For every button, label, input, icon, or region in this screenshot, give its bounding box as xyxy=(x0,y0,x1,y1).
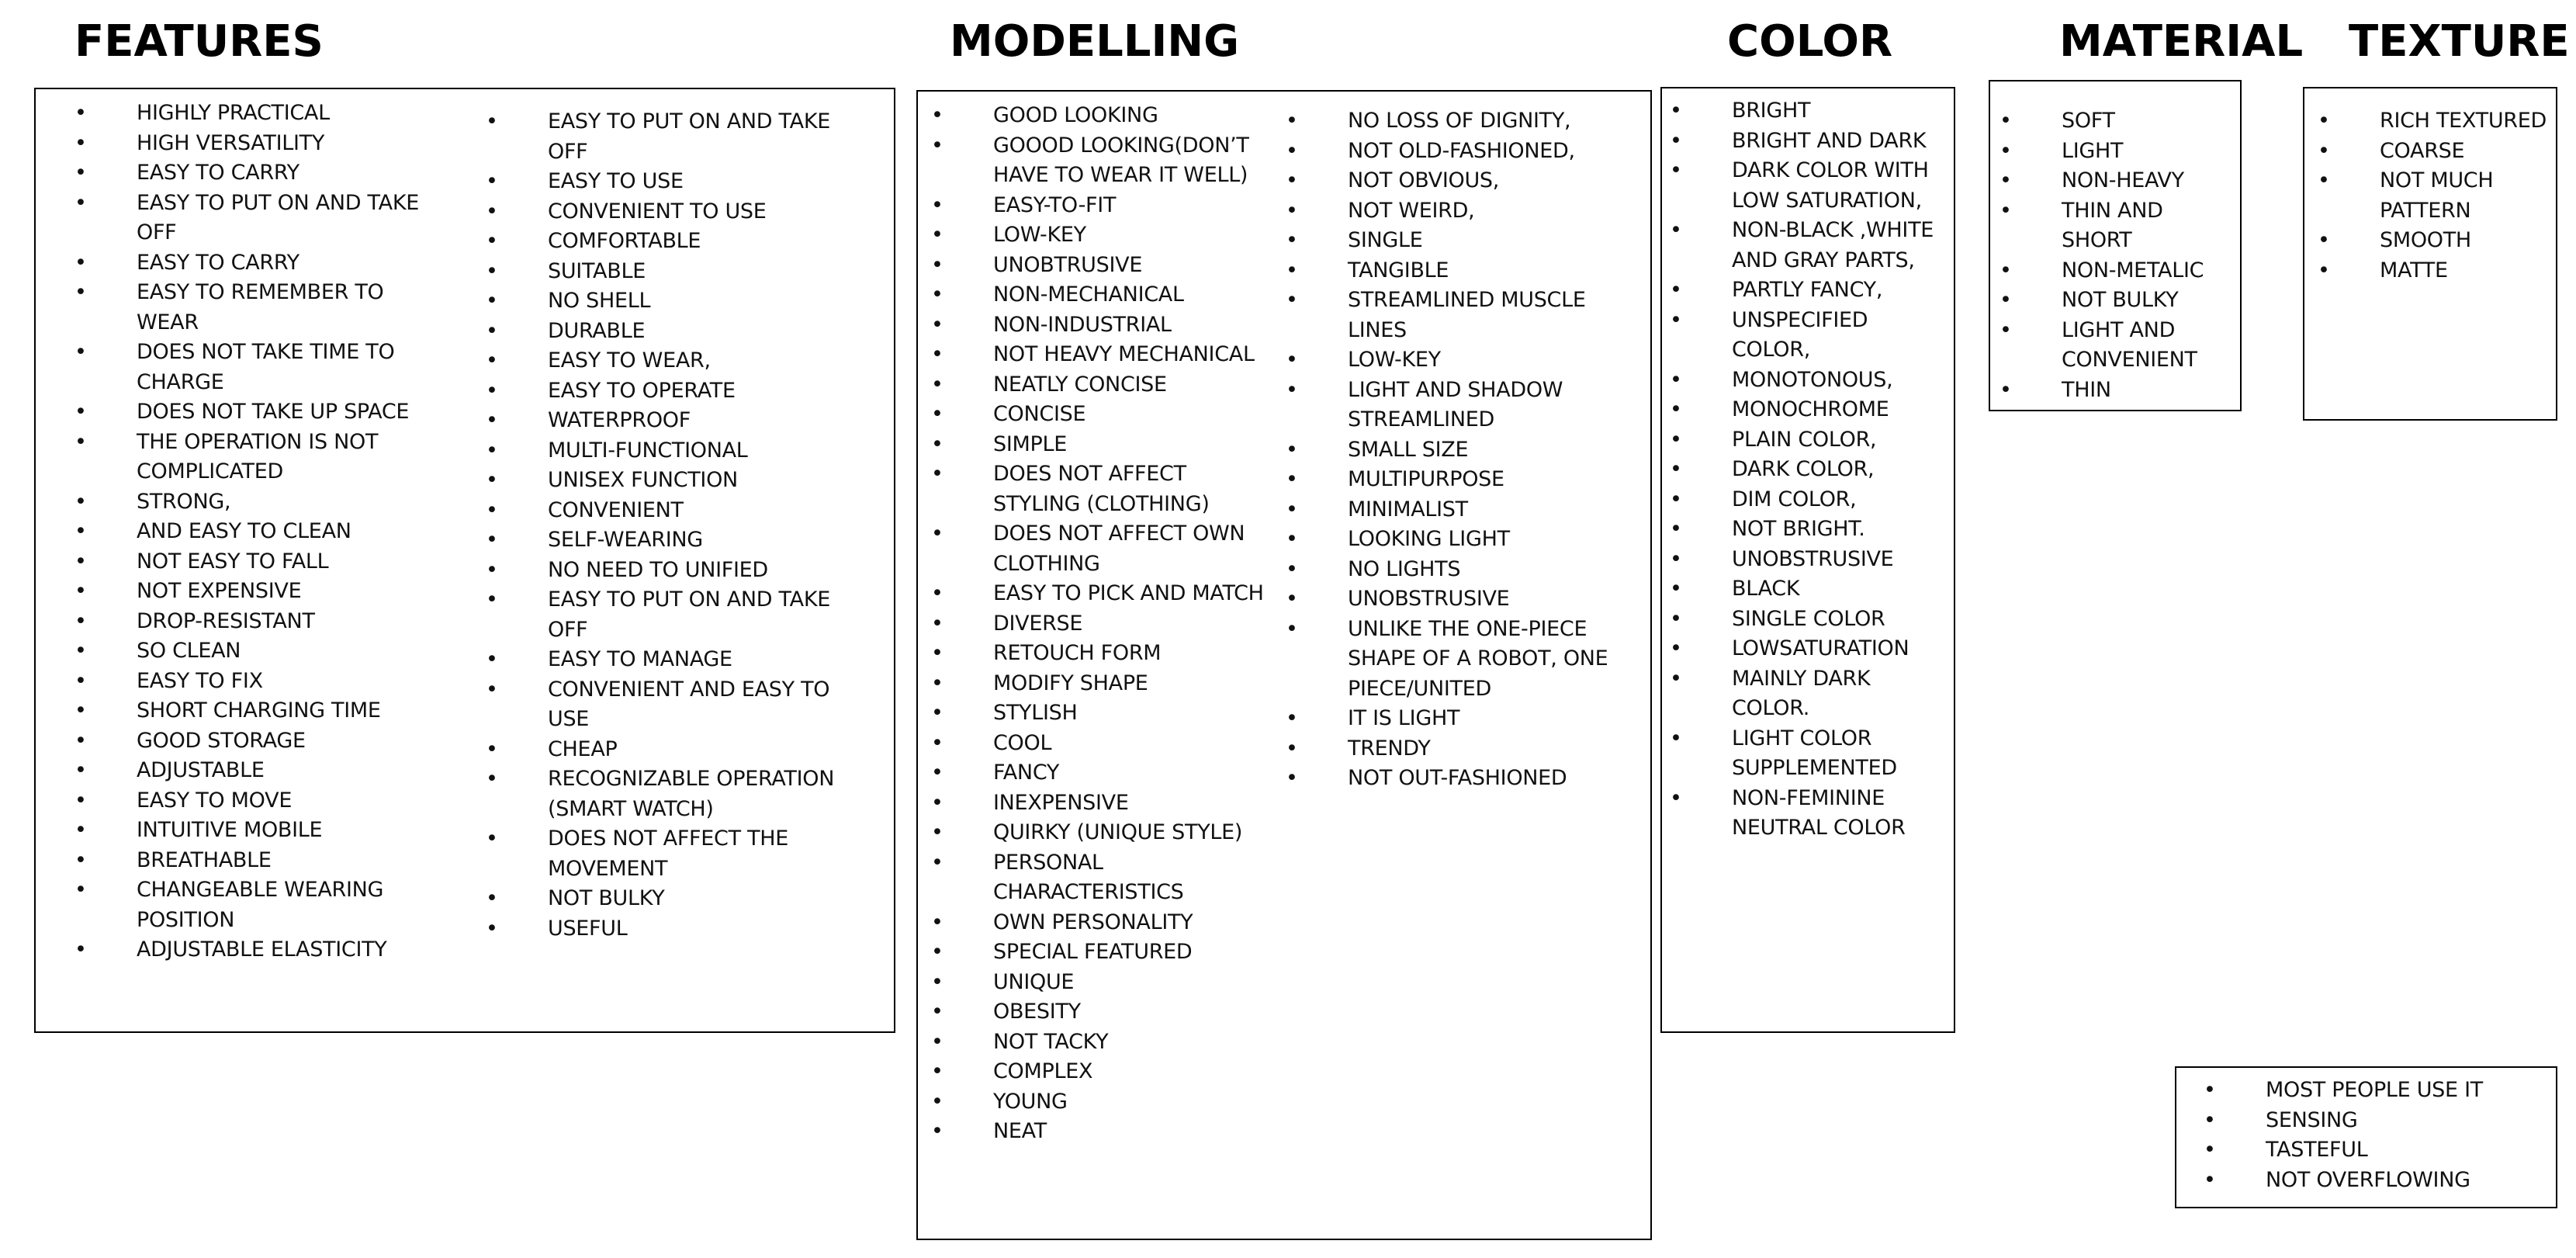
list-item: • RECOGNIZABLE OPERATION (SMART WATCH) xyxy=(486,764,850,824)
list-item: • ADJUSTABLE xyxy=(74,756,431,786)
list-item: • EASY TO FIX xyxy=(74,667,431,697)
list-item: • SELF-WEARING xyxy=(486,525,850,556)
list-item: • STYLISH xyxy=(931,698,1265,729)
list-item: • EASY TO MANAGE xyxy=(486,645,850,675)
list-item: • DIM COLOR, xyxy=(1670,485,1941,515)
list-item: • GOOOD LOOKING(DON’T HAVE TO WEAR IT WELL) xyxy=(931,131,1265,191)
list-item: • UNSPECIFIED COLOR, xyxy=(1670,306,1941,366)
list-item: • EASY TO PUT ON AND TAKE OFF xyxy=(486,107,850,167)
list-item: • NOT WEIRD, xyxy=(1286,196,1619,227)
material-list xyxy=(2000,106,2232,405)
list-item: • MULTIPURPOSE xyxy=(1286,465,1619,495)
list-item: • USEFUL xyxy=(486,914,850,944)
list-item: • COOL xyxy=(931,729,1265,759)
list-item: • SMALL SIZE xyxy=(1286,435,1619,466)
list-item: • MINIMALIST xyxy=(1286,495,1619,525)
list-item: • UNISEX FUNCTION xyxy=(486,466,850,496)
list-item: • NEAT xyxy=(931,1117,1265,1147)
list-item: • SENSING xyxy=(2204,1106,2545,1136)
list-item: • DURABLE xyxy=(486,317,850,347)
list-item: • PLAIN COLOR, xyxy=(1670,425,1941,456)
list-item: • DARK COLOR, xyxy=(1670,455,1941,485)
list-item: • MODIFY SHAPE xyxy=(931,669,1265,699)
list-item: • YOUNG xyxy=(931,1087,1265,1118)
list-item: • NON-HEAVY xyxy=(2000,166,2232,196)
list-item: • NOT OVERFLOWING xyxy=(2204,1166,2545,1196)
list-item: • NO NEED TO UNIFIED xyxy=(486,556,850,586)
list-item: • EASY TO WEAR, xyxy=(486,346,850,376)
list-item: • DOES NOT TAKE UP SPACE xyxy=(74,397,431,428)
list-item: • PERSONAL CHARACTERISTICS xyxy=(931,848,1265,908)
list-item: • DOES NOT AFFECT THE MOVEMENT xyxy=(486,824,850,884)
list-item: • EASY TO MOVE xyxy=(74,786,431,816)
list-item: • MAINLY DARK COLOR. xyxy=(1670,664,1941,724)
list-item: • OBESITY xyxy=(931,997,1265,1028)
list-item: • STRONG, xyxy=(74,487,431,518)
list-item: • MOST PEOPLE USE IT xyxy=(2204,1076,2545,1106)
list-item: • NOT BULKY xyxy=(2000,286,2232,316)
modelling-list-right xyxy=(1286,106,1619,794)
list-item: • EASY TO CARRY xyxy=(74,158,431,189)
list-item: • NON-INDUSTRIAL xyxy=(931,310,1265,341)
color-heading: COLOR xyxy=(1727,16,1893,67)
list-item: • DIVERSE xyxy=(931,609,1265,639)
list-item: • TASTEFUL xyxy=(2204,1135,2545,1166)
list-item: • IT IS LIGHT xyxy=(1286,704,1619,734)
list-item: • NON-METALIC xyxy=(2000,256,2232,286)
list-item: • SPECIAL FEATURED xyxy=(931,937,1265,968)
list-item: • GOOD LOOKING xyxy=(931,101,1265,131)
list-item: • CONVENIENT xyxy=(486,496,850,526)
misc-list xyxy=(2204,1076,2545,1195)
list-item: • LIGHT AND SHADOW STREAMLINED xyxy=(1286,376,1619,435)
list-item: • NOT OUT-FASHIONED xyxy=(1286,764,1619,794)
list-item: • EASY TO PICK AND MATCH xyxy=(931,579,1265,609)
list-item: • LIGHT AND CONVENIENT xyxy=(2000,316,2232,376)
list-item: • EASY-TO-FIT xyxy=(931,191,1265,221)
features-list-left xyxy=(74,99,431,965)
texture-heading: TEXTURE xyxy=(2349,16,2570,67)
list-item: • CHANGEABLE WEARING POSITION xyxy=(74,875,431,935)
list-item: • NON-BLACK ,WHITE AND GRAY PARTS, xyxy=(1670,216,1941,276)
list-item: • STREAMLINED MUSCLE LINES xyxy=(1286,286,1619,345)
list-item: • SO CLEAN xyxy=(74,636,431,667)
list-item: • CONCISE xyxy=(931,400,1265,430)
list-item: • SINGLE xyxy=(1286,226,1619,256)
list-item: • SMOOTH xyxy=(2318,226,2550,256)
list-item: • NOT EASY TO FALL xyxy=(74,547,431,577)
list-item: • UNOBSTRUSIVE xyxy=(1670,545,1941,575)
color-list xyxy=(1670,96,1941,844)
list-item: • DROP-RESISTANT xyxy=(74,607,431,637)
list-item: • EASY TO OPERATE xyxy=(486,376,850,407)
list-item: • GOOD STORAGE xyxy=(74,726,431,757)
list-item: • UNIQUE xyxy=(931,968,1265,998)
list-item: • SIMPLE xyxy=(931,430,1265,460)
list-item: • EASY TO REMEMBER TO WEAR xyxy=(74,278,431,338)
list-item: • MATTE xyxy=(2318,256,2550,286)
list-item: • ADJUSTABLE ELASTICITY xyxy=(74,935,431,965)
list-item: • SOFT xyxy=(2000,106,2232,137)
list-item: • UNOBSTRUSIVE xyxy=(1286,584,1619,615)
list-item: • NOT HEAVY MECHANICAL xyxy=(931,340,1265,370)
list-item: • DOES NOT TAKE TIME TO CHARGE xyxy=(74,338,431,397)
list-item: • NOT BRIGHT. xyxy=(1670,515,1941,545)
list-item: • HIGH VERSATILITY xyxy=(74,129,431,159)
list-item: • COMPLEX xyxy=(931,1057,1265,1087)
list-item: • BREATHABLE xyxy=(74,846,431,876)
list-item: • INTUITIVE MOBILE xyxy=(74,816,431,846)
list-item: • THIN xyxy=(2000,376,2232,406)
list-item: • NOT EXPENSIVE xyxy=(74,577,431,607)
list-item: • NON-MECHANICAL xyxy=(931,280,1265,310)
list-item: • BRIGHT AND DARK xyxy=(1670,126,1941,157)
list-item: • DOES NOT AFFECT STYLING (CLOTHING) xyxy=(931,459,1265,519)
list-item: • SHORT CHARGING TIME xyxy=(74,696,431,726)
list-item: • THE OPERATION IS NOT COMPLICATED xyxy=(74,428,431,487)
list-item: • SUITABLE xyxy=(486,257,850,287)
list-item: • HIGHLY PRACTICAL xyxy=(74,99,431,129)
modelling-list-left xyxy=(931,101,1265,1147)
list-item: • NON-FEMININE NEUTRAL COLOR xyxy=(1670,784,1941,844)
list-item: • INEXPENSIVE xyxy=(931,788,1265,819)
list-item: • RETOUCH FORM xyxy=(931,639,1265,669)
list-item: • THIN AND SHORT xyxy=(2000,196,2232,256)
list-item: • LIGHT COLOR SUPPLEMENTED xyxy=(1670,724,1941,784)
list-item: • CONVENIENT AND EASY TO USE xyxy=(486,675,850,735)
list-item: • NOT OBVIOUS, xyxy=(1286,166,1619,196)
list-item: • RICH TEXTURED xyxy=(2318,106,2550,137)
list-item: • DOES NOT AFFECT OWN CLOTHING xyxy=(931,519,1265,579)
list-item: • LOW-KEY xyxy=(1286,345,1619,376)
list-item: • COMFORTABLE xyxy=(486,227,850,257)
list-item: • EASY TO PUT ON AND TAKE OFF xyxy=(486,585,850,645)
list-item: • PARTLY FANCY, xyxy=(1670,276,1941,306)
list-item: • EASY TO USE xyxy=(486,167,850,197)
list-item: • NOT TACKY xyxy=(931,1028,1265,1058)
list-item: • SINGLE COLOR xyxy=(1670,605,1941,635)
list-item: • OWN PERSONALITY xyxy=(931,908,1265,938)
modelling-heading: MODELLING xyxy=(950,16,1240,67)
list-item: • EASY TO CARRY xyxy=(74,248,431,279)
list-item: • NO SHELL xyxy=(486,286,850,317)
list-item: • AND EASY TO CLEAN xyxy=(74,517,431,547)
list-item: • TRENDY xyxy=(1286,734,1619,764)
list-item: • BRIGHT xyxy=(1670,96,1941,126)
list-item: • NO LIGHTS xyxy=(1286,555,1619,585)
list-item: • CHEAP xyxy=(486,735,850,765)
list-item: • NOT BULKY xyxy=(486,884,850,914)
list-item: • NO LOSS OF DIGNITY, xyxy=(1286,106,1619,137)
features-list-right xyxy=(486,107,850,944)
list-item: • BLACK xyxy=(1670,574,1941,605)
list-item: • MULTI-FUNCTIONAL xyxy=(486,436,850,466)
list-item: • NEATLY CONCISE xyxy=(931,370,1265,400)
list-item: • NOT OLD-FASHIONED, xyxy=(1286,137,1619,167)
material-heading: MATERIAL xyxy=(2059,16,2304,67)
list-item: • MONOCHROME xyxy=(1670,395,1941,425)
list-item: • COARSE xyxy=(2318,137,2550,167)
list-item: • LOOKING LIGHT xyxy=(1286,525,1619,555)
list-item: • CONVENIENT TO USE xyxy=(486,197,850,227)
list-item: • TANGIBLE xyxy=(1286,256,1619,286)
list-item: • QUIRKY (UNIQUE STYLE) xyxy=(931,818,1265,848)
list-item: • DARK COLOR WITH LOW SATURATION, xyxy=(1670,156,1941,216)
list-item: • WATERPROOF xyxy=(486,406,850,436)
texture-list xyxy=(2318,106,2550,286)
list-item: • UNLIKE THE ONE-PIECE SHAPE OF A ROBOT, ONE PIECE/UNITED xyxy=(1286,615,1619,705)
list-item: • EASY TO PUT ON AND TAKE OFF xyxy=(74,189,431,248)
list-item: • NOT MUCH PATTERN xyxy=(2318,166,2550,226)
list-item: • UNOBTRUSIVE xyxy=(931,251,1265,281)
list-item: • LOW-KEY xyxy=(931,220,1265,251)
list-item: • LIGHT xyxy=(2000,137,2232,167)
list-item: • MONOTONOUS, xyxy=(1670,366,1941,396)
list-item: • FANCY xyxy=(931,758,1265,788)
features-heading: FEATURES xyxy=(74,16,324,67)
list-item: • LOWSATURATION xyxy=(1670,634,1941,664)
